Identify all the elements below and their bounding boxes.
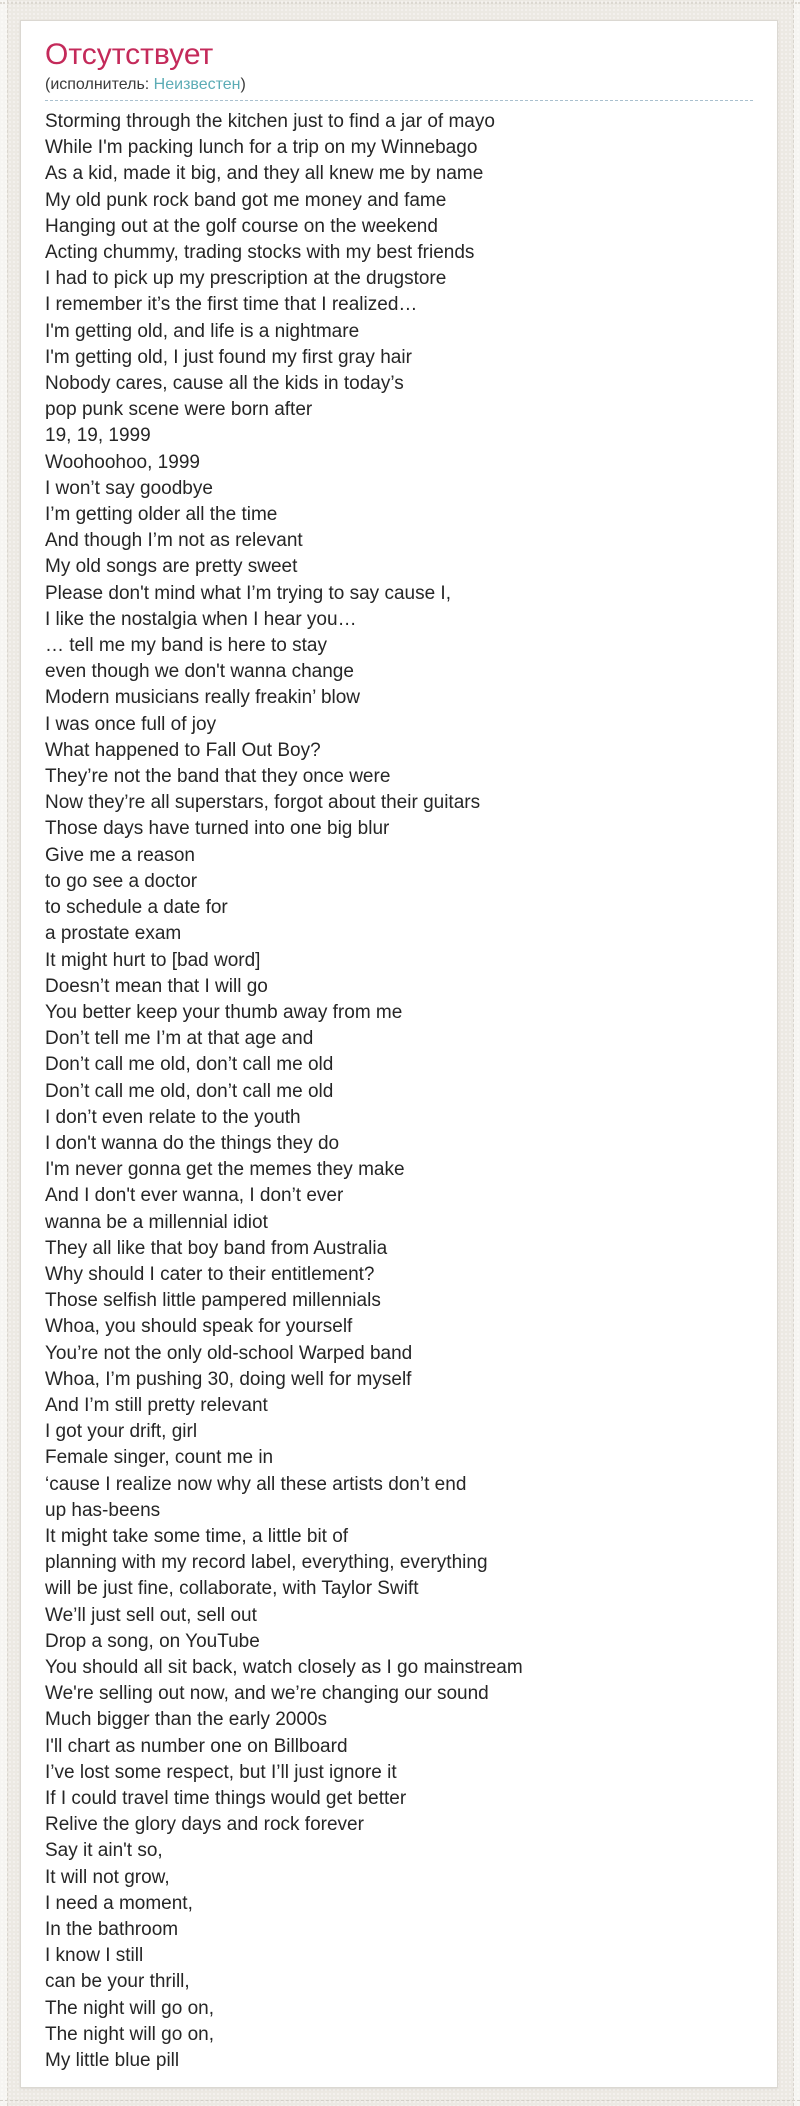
lyrics-card — [20, 20, 778, 2088]
lyric-line: My old songs are pretty sweet — [45, 556, 298, 578]
stitch-line-bottom — [0, 2100, 800, 2101]
lyric-line: Relive the glory days and rock forever — [45, 1814, 364, 1836]
lyric-line: The night will go on, — [45, 1997, 214, 2019]
page-edge-left — [0, 0, 7, 2106]
lyric-line: Doesn’t mean that I will go — [45, 975, 268, 997]
lyric-line: Acting chummy, trading stocks with my best friends — [45, 242, 475, 264]
lyric-line: You should all sit back, watch closely as I go mainstream — [45, 1656, 523, 1678]
lyric-line: a prostate exam — [45, 923, 182, 945]
lyric-line: Why should I cater to their entitlement? — [45, 1263, 375, 1285]
lyric-line: You better keep your thumb away from me — [45, 1001, 403, 1023]
lyric-line: I'll chart as number one on Billboard — [45, 1735, 348, 1757]
lyric-line: It might take some time, a little bit of — [45, 1525, 349, 1547]
lyric-line: I don't wanna do the things they do — [45, 1132, 340, 1154]
lyric-line: I like the nostalgia when I hear you… — [45, 608, 357, 630]
lyric-line: It will not grow, — [45, 1866, 170, 1888]
lyric-line: I was once full of joy — [45, 713, 217, 735]
lyric-line: Don’t call me old, don’t call me old — [45, 1080, 334, 1102]
lyric-line: I got your drift, girl — [45, 1421, 198, 1443]
lyric-line: I don’t even relate to the youth — [45, 1106, 301, 1128]
lyric-line: Woohoohoo, 1999 — [45, 451, 200, 473]
lyric-line: They’re not the band that they once were — [45, 766, 391, 788]
lyric-line: We're selling out now, and we’re changing our sound — [45, 1683, 489, 1705]
lyrics-text — [45, 109, 753, 2074]
lyric-line: Whoa, I’m pushing 30, doing well for myself — [45, 1368, 412, 1390]
lyric-line: I'm never gonna get the memes they make — [45, 1159, 405, 1181]
lyric-line: I’ve lost some respect, but I’ll just ignore it — [45, 1761, 397, 1783]
lyric-line: As a kid, made it big, and they all knew me by name — [45, 163, 484, 185]
lyric-line: Drop a song, on YouTube — [45, 1630, 260, 1652]
lyric-line: … tell me my band is here to stay — [45, 635, 327, 657]
lyric-line: I had to pick up my prescription at the drugstore — [45, 268, 447, 290]
artist-label-prefix: (исполнитель: — [45, 76, 154, 93]
lyric-line: I’m getting older all the time — [45, 504, 278, 526]
lyric-line: I won’t say goodbye — [45, 477, 213, 499]
lyric-line: Those days have turned into one big blur — [45, 818, 390, 840]
artist-line — [45, 75, 753, 101]
lyric-line: My old punk rock band got me money and fame — [45, 189, 447, 211]
stitch-line-left — [7, 0, 8, 2106]
lyric-line: I need a moment, — [45, 1892, 193, 1914]
lyric-line: I'm getting old, and life is a nightmare — [45, 320, 360, 342]
lyric-line: Now they’re all superstars, forgot about their guitars — [45, 792, 481, 814]
lyric-line: Please don't mind what I’m trying to say cause I, — [45, 582, 451, 604]
lyric-line: Much bigger than the early 2000s — [45, 1709, 328, 1731]
lyric-line: can be your thrill, — [45, 1971, 190, 1993]
lyric-line: My little blue pill — [45, 2050, 180, 2072]
lyric-line: In the bathroom — [45, 1919, 179, 1941]
lyric-line: wanna be a millennial idiot — [45, 1211, 268, 1233]
page-edge-right — [794, 0, 800, 2106]
lyric-line: They all like that boy band from Australia — [45, 1237, 388, 1259]
lyric-line: Don’t call me old, don’t call me old — [45, 1054, 334, 1076]
stitch-line-top — [0, 2, 800, 4]
lyric-line: will be just fine, collaborate, with Taylor Swift — [45, 1578, 419, 1600]
lyric-line: The night will go on, — [45, 2023, 214, 2045]
lyric-line: While I'm packing lunch for a trip on my Winnebago — [45, 137, 478, 159]
lyric-line: to schedule a date for — [45, 897, 228, 919]
lyric-line: What happened to Fall Out Boy? — [45, 739, 321, 761]
artist-label-suffix: ) — [240, 76, 246, 93]
lyric-line: ‘cause I realize now why all these artists don’t end — [45, 1473, 467, 1495]
lyric-line: I remember it’s the first time that I realized… — [45, 294, 418, 316]
lyric-line: Hanging out at the golf course on the weekend — [45, 215, 438, 237]
lyric-line: Don’t tell me I’m at that age and — [45, 1028, 314, 1050]
lyric-line: And though I’m not as relevant — [45, 530, 303, 552]
lyric-line: Give me a reason — [45, 844, 195, 866]
lyric-line: I know I still — [45, 1945, 144, 1967]
lyric-line: up has-beens — [45, 1499, 161, 1521]
lyric-line: Modern musicians really freakin’ blow — [45, 687, 361, 709]
lyric-line: pop punk scene were born after — [45, 399, 313, 421]
lyric-line: It might hurt to [bad word] — [45, 949, 261, 971]
lyric-line: If I could travel time things would get better — [45, 1788, 407, 1809]
artist-link[interactable]: Неизвестен — [153, 76, 241, 93]
lyric-line: You’re not the only old-school Warped band — [45, 1342, 413, 1364]
lyric-line: Say it ain't so, — [45, 1840, 163, 1862]
lyric-line: Nobody cares, cause all the kids in today’s — [45, 373, 404, 395]
song-title: Отсутствует — [45, 38, 214, 71]
lyric-line: We’ll just sell out, sell out — [45, 1604, 257, 1626]
lyric-line: 19, 19, 1999 — [45, 425, 151, 447]
stitch-line-right — [793, 0, 794, 2106]
lyric-line: Female singer, count me in — [45, 1447, 274, 1469]
lyric-line: Whoa, you should speak for yourself — [45, 1316, 353, 1338]
lyric-line: planning with my record label, everything, everything — [45, 1552, 488, 1574]
lyric-line: I'm getting old, I just found my first gray hair — [45, 346, 412, 368]
lyric-line: And I’m still pretty relevant — [45, 1394, 268, 1416]
lyric-line: to go see a doctor — [45, 870, 198, 892]
lyric-line: Storming through the kitchen just to find a jar of mayo — [45, 111, 495, 132]
lyric-line: Those selfish little pampered millennials — [45, 1290, 381, 1312]
lyric-line: even though we don't wanna change — [45, 661, 354, 683]
lyric-line: And I don't ever wanna, I don’t ever — [45, 1185, 344, 1207]
